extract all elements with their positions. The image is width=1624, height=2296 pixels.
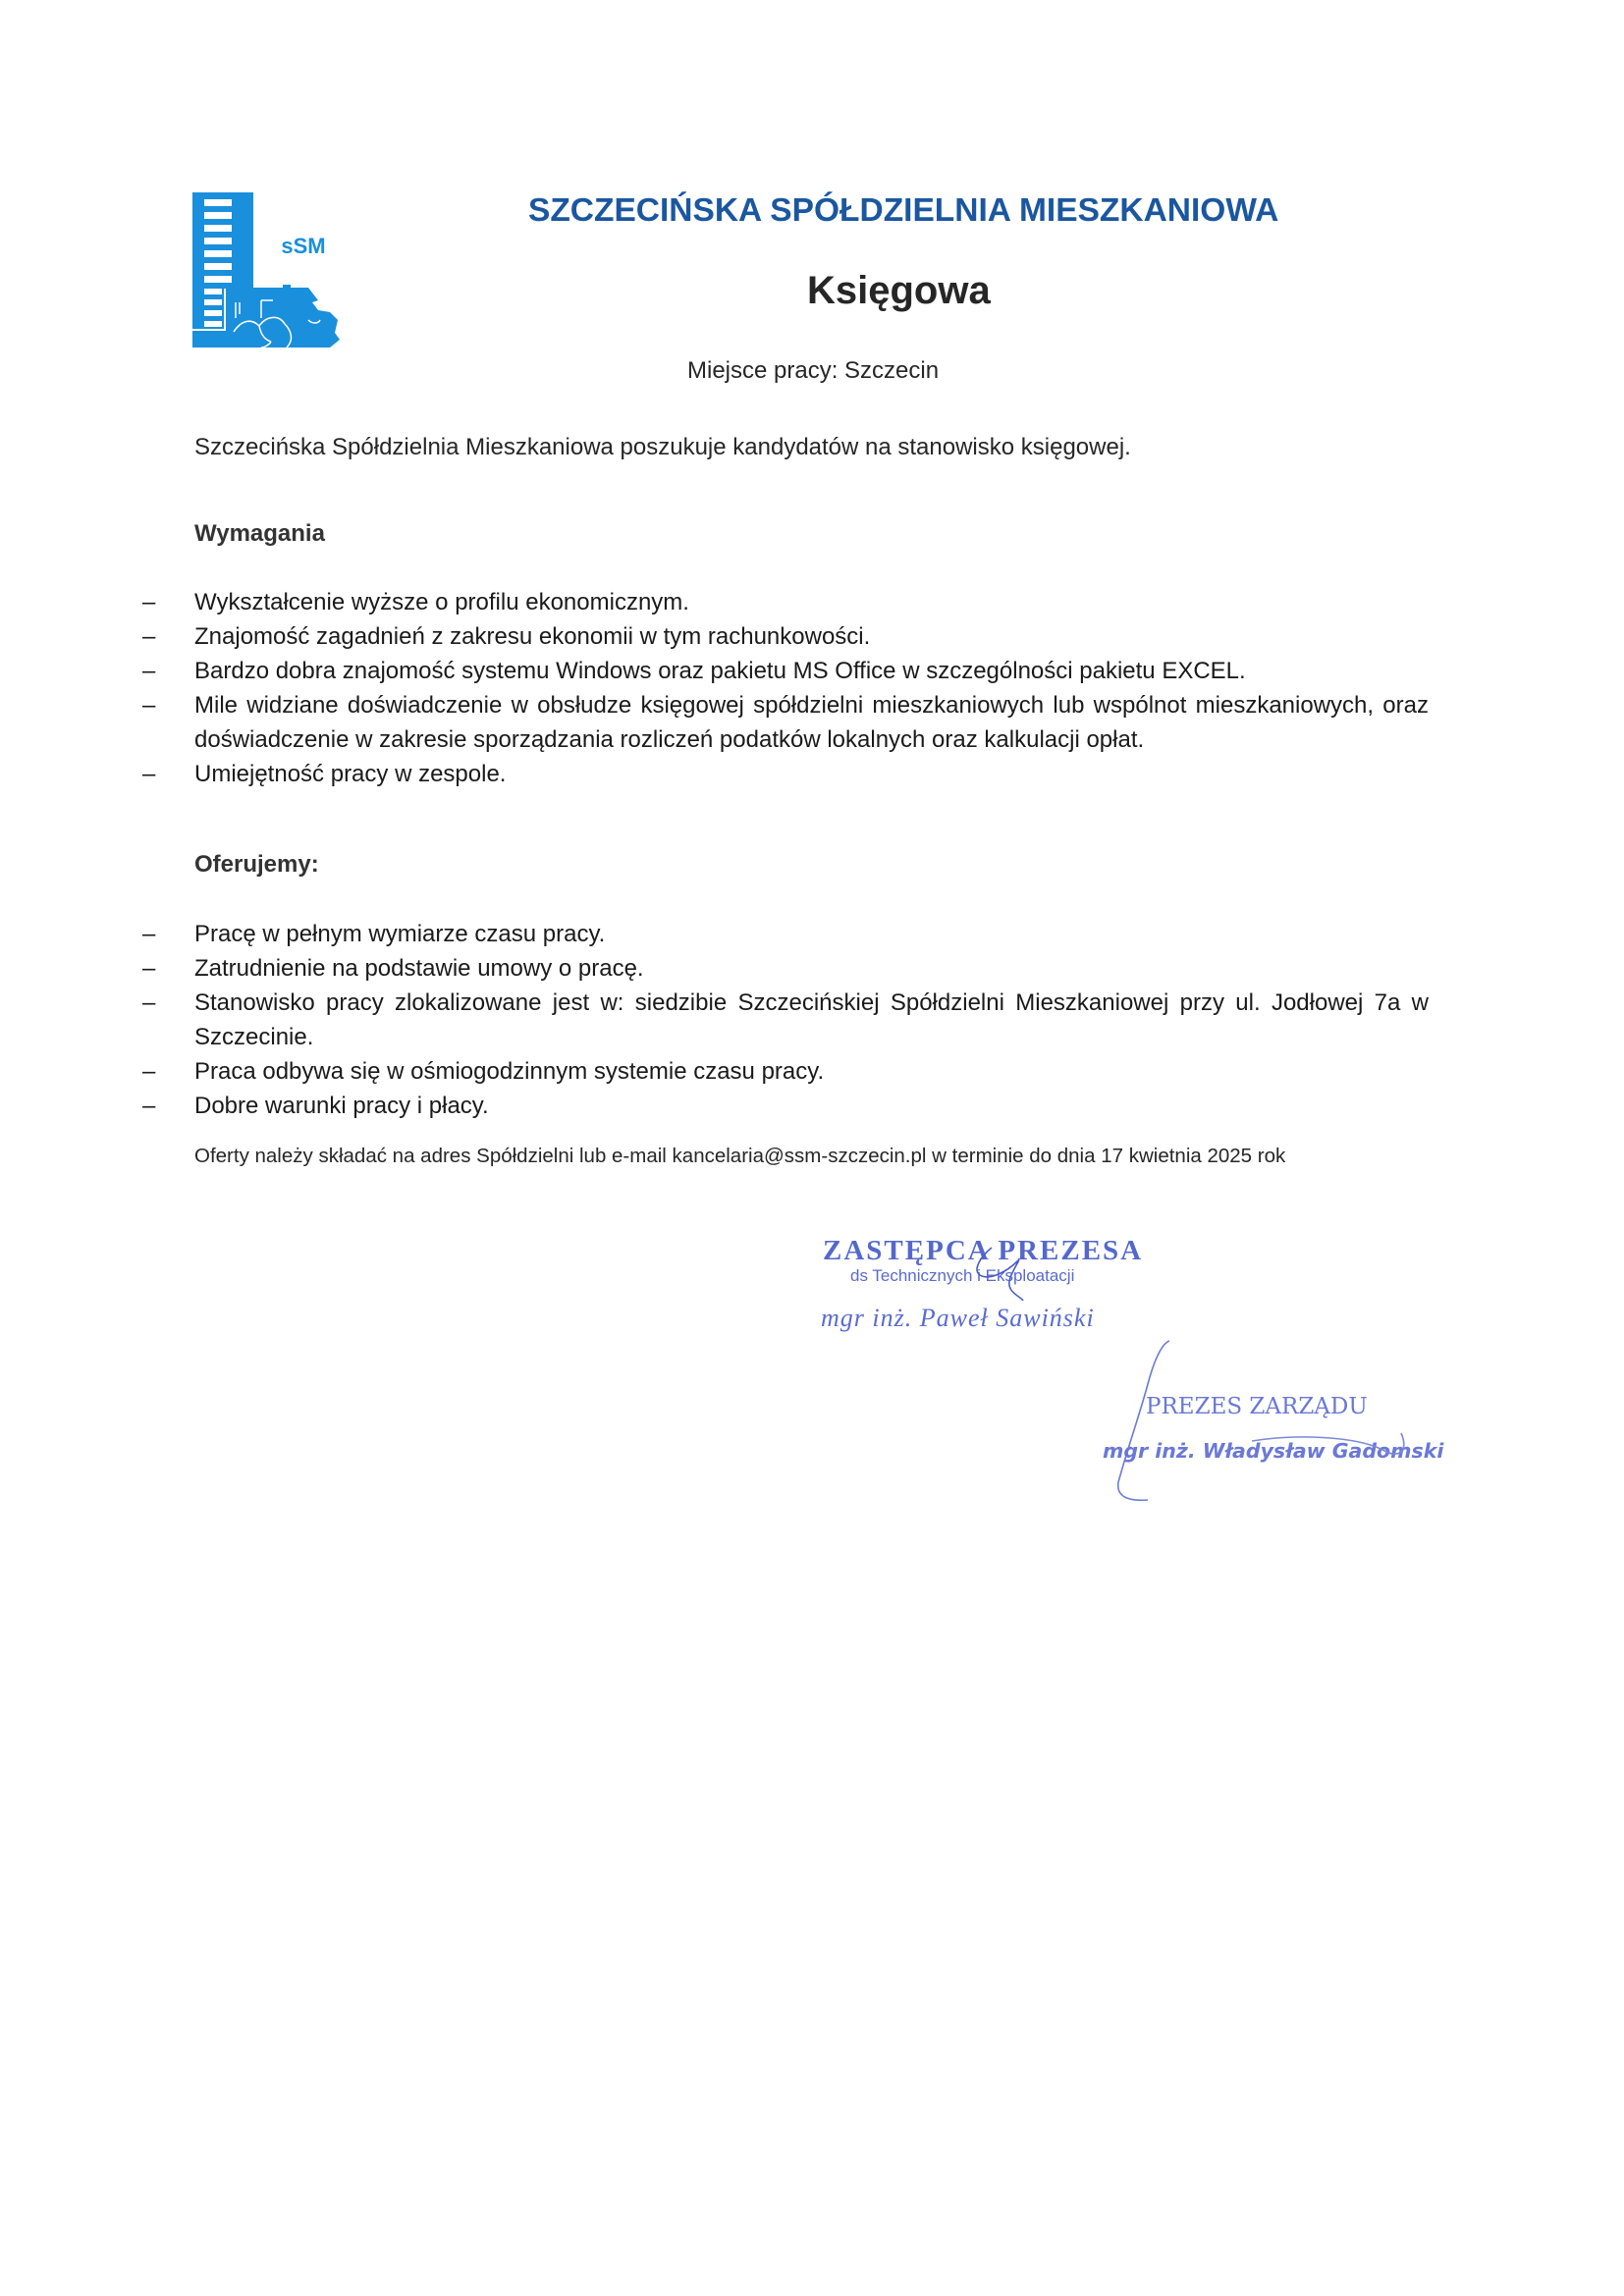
- dash-bullet: –: [142, 589, 156, 615]
- application-note: Oferty należy składać na adres Spółdzielni lub e-mail kancelaria@ssm-szczecin.pl w terminie do dnia 17 kwietnia 2025 rok: [194, 1145, 1286, 1167]
- list-item: [142, 757, 1429, 791]
- list-item-text: Wykształcenie wyższe o profilu ekonomicznym.: [194, 589, 689, 615]
- list-item-text: Stanowisko pracy zlokalizowane jest w: siedzibie Szczecińskiej Spółdzielni Mieszkaniowej przy ul. Jodłowej 7a w Szczecinie.: [194, 989, 1429, 1050]
- offers-heading: Oferujemy:: [194, 851, 319, 878]
- dash-bullet: –: [142, 692, 156, 719]
- offers-list: [142, 917, 1429, 1123]
- building-icon: [192, 192, 340, 347]
- list-item-text: Bardzo dobra znajomość systemu Windows oraz pakietu MS Office w szczególności pakietu EXCEL.: [194, 658, 1246, 684]
- list-item-text: Mile widziane doświadczenie w obsłudze księgowej spółdzielni mieszkaniowych lub wspólnot mieszkaniowych, oraz doświadczenie w zakresie sporządzania rozliczeń podatków lokalnych oraz kalkulacji opłat.: [194, 692, 1429, 753]
- intro-paragraph: Szczecińska Spółdzielnia Mieszkaniowa poszukuje kandydatów na stanowisko księgowej.: [194, 434, 1131, 460]
- stamp-title: ZASTĘPCA PREZESA: [823, 1235, 1144, 1266]
- list-item: [142, 917, 1429, 951]
- list-item-text: Zatrudnienie na podstawie umowy o pracę.: [194, 955, 644, 982]
- list-item-text: Praca odbywa się w ośmiogodzinnym systemie czasu pracy.: [194, 1058, 825, 1085]
- stamp-subtitle: ds Technicznych i Eksploatacji: [850, 1266, 1075, 1285]
- list-item-text: Dobre warunki pracy i płacy.: [194, 1093, 489, 1119]
- requirements-heading: Wymagania: [194, 520, 325, 547]
- dash-bullet: –: [142, 921, 156, 947]
- signature-icon: [1105, 1335, 1419, 1512]
- list-item: [142, 1089, 1429, 1123]
- stamp-name: mgr inż. Władysław Gadomski: [1103, 1439, 1444, 1463]
- list-item: [142, 1054, 1429, 1089]
- ssm-logo: [192, 192, 340, 349]
- stamp-title: PREZES ZARZĄDU: [1146, 1394, 1368, 1419]
- list-item-text: Znajomość zagadnień z zakresu ekonomii w tym rachunkowości.: [194, 623, 871, 650]
- dash-bullet: –: [142, 1093, 156, 1119]
- list-item-text: Pracę w pełnym wymiarze czasu pracy.: [194, 921, 606, 947]
- signature-icon: [962, 1242, 1100, 1320]
- list-item: [142, 619, 1429, 654]
- list-item: [142, 585, 1429, 619]
- list-item-text: Umiejętność pracy w zespole.: [194, 761, 507, 787]
- requirements-list: [142, 585, 1429, 791]
- dash-bullet: –: [142, 955, 156, 982]
- job-title: Księgowa: [807, 269, 991, 312]
- dash-bullet: –: [142, 623, 156, 650]
- dash-bullet: –: [142, 989, 156, 1016]
- dash-bullet: –: [142, 761, 156, 787]
- dash-bullet: –: [142, 1058, 156, 1085]
- list-item: [142, 688, 1429, 757]
- list-item: [142, 654, 1429, 688]
- list-item: [142, 986, 1429, 1054]
- list-item: [142, 951, 1429, 986]
- dash-bullet: –: [142, 658, 156, 684]
- logo-text: sSM: [281, 234, 326, 258]
- job-location: Miejsce pracy: Szczecin: [687, 357, 940, 384]
- organization-name: SZCZECIŃSKA SPÓŁDZIELNIA MIESZKANIOWA: [528, 192, 1279, 229]
- stamp-name: mgr inż. Paweł Sawiński: [821, 1304, 1095, 1332]
